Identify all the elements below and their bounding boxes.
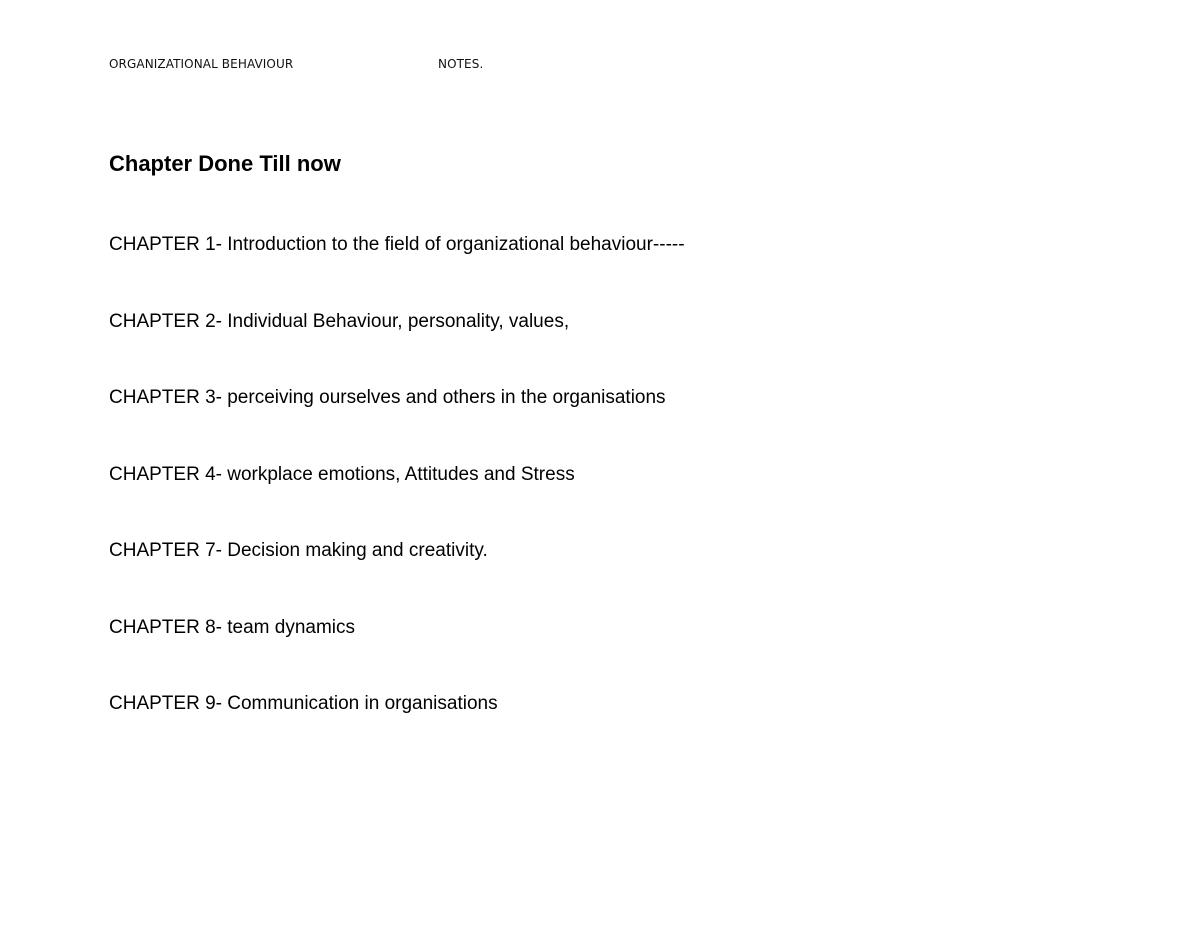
chapter-item-7: CHAPTER 7- Decision making and creativity. [109,540,488,561]
chapter-item-3: CHAPTER 3- perceiving ourselves and others in the organisations [109,387,666,408]
chapter-item-4: CHAPTER 4- workplace emotions, Attitudes and Stress [109,463,575,485]
header-course-title: ORGANIZATIONAL BEHAVIOUR [109,57,294,71]
page-title: Chapter Done Till now [109,151,341,176]
chapter-item-8: CHAPTER 8- team dynamics [109,616,356,638]
chapter-item-1: CHAPTER 1- Introduction to the field of organizational behaviour----- [109,234,685,255]
running-header [109,57,709,75]
chapter-list [109,232,685,768]
header-notes-label: NOTES. [438,57,484,71]
chapter-item-2: CHAPTER 2- Individual Behaviour, personality, values, [109,310,570,332]
chapter-item-9: CHAPTER 9- Communication in organisations [109,693,498,714]
